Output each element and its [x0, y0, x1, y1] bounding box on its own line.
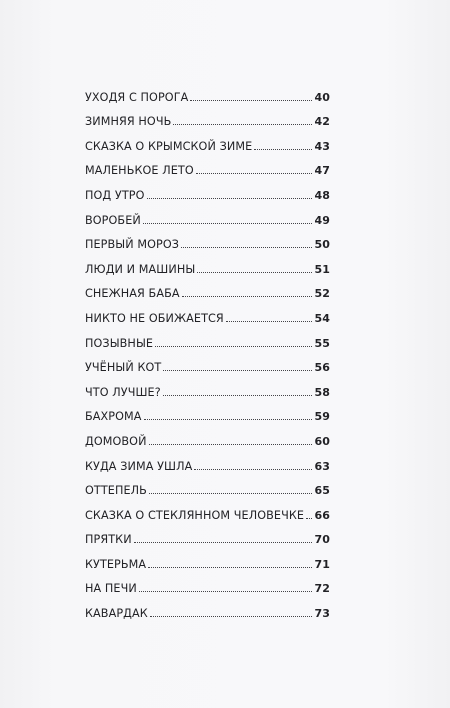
toc-entry-title: ПОД УТРО [85, 188, 145, 202]
toc-entry-title: УЧЁНЫЙ КОТ [85, 361, 162, 375]
toc-entry-title: ВОРОБЕЙ [85, 213, 141, 227]
toc-entry-page-number: 42 [314, 115, 330, 129]
toc-entry-title: ДОМОВОЙ [85, 434, 147, 448]
toc-entry [85, 497, 330, 522]
toc-entry-page-number: 71 [314, 557, 330, 571]
toc-entry-page-number: 49 [314, 213, 330, 227]
toc-entry [85, 153, 330, 178]
dot-leader [254, 149, 312, 150]
toc-entry-title: КАВАРДАК [85, 607, 148, 621]
dot-leader [144, 419, 313, 420]
dot-leader [190, 100, 312, 101]
toc-entry-page-number: 58 [314, 385, 330, 399]
toc-entry [85, 276, 330, 301]
dot-leader [194, 469, 312, 470]
toc-entry-page-number: 72 [314, 582, 330, 596]
toc-entry-title: КУДА ЗИМА УШЛА [85, 459, 193, 473]
toc-entry-title: ПЕРВЫЙ МОРОЗ [85, 238, 180, 252]
dot-leader [147, 198, 313, 199]
toc-entry [85, 325, 330, 350]
toc-entry-page-number: 60 [314, 434, 330, 448]
toc-entry [85, 522, 330, 547]
toc-entry-page-number: 65 [314, 484, 330, 498]
toc-entry [85, 300, 330, 325]
dot-leader [163, 370, 312, 371]
toc-entry-page-number: 51 [314, 262, 330, 276]
toc-entry-page-number: 47 [314, 164, 330, 178]
dot-leader [134, 542, 313, 543]
toc-entry [85, 546, 330, 571]
toc-entry [85, 399, 330, 424]
toc-entry [85, 350, 330, 375]
toc-entry-title: ПРЯТКИ [85, 533, 132, 547]
toc-entry [85, 251, 330, 276]
dot-leader [139, 591, 313, 592]
toc-entry-title: СКАЗКА О КРЫМСКОЙ ЗИМЕ [85, 139, 253, 153]
toc-entry-page-number: 70 [314, 533, 330, 547]
toc-entry-title: НИКТО НЕ ОБИЖАЕТСЯ [85, 311, 224, 325]
toc-entry [85, 571, 330, 596]
toc-entry-title: ПОЗЫВНЫЕ [85, 336, 154, 350]
dot-leader [149, 444, 313, 445]
toc-entry-title: ОТТЕПЕЛЬ [85, 484, 147, 498]
toc-entry-title: КУТЕРЬМА [85, 557, 147, 571]
toc-entry-title: ЗИМНЯЯ НОЧЬ [85, 115, 172, 129]
dot-leader [306, 518, 312, 519]
toc-entry [85, 202, 330, 227]
dot-leader [181, 247, 312, 248]
toc-entry-page-number: 63 [314, 459, 330, 473]
toc-entry-title: НА ПЕЧИ [85, 582, 137, 596]
toc-entry [85, 473, 330, 498]
toc-entry [85, 374, 330, 399]
toc-entry-page-number: 52 [314, 287, 330, 301]
toc-entry-title: МАЛЕНЬКОЕ ЛЕТО [85, 164, 194, 178]
toc-entry-title: СКАЗКА О СТЕКЛЯННОМ ЧЕЛОВЕЧКЕ [85, 508, 305, 522]
dot-leader [148, 567, 312, 568]
dot-leader [226, 321, 313, 322]
toc-entry-page-number: 59 [314, 410, 330, 424]
toc-entry [85, 448, 330, 473]
toc-entry-title: ЛЮДИ И МАШИНЫ [85, 262, 196, 276]
toc-entry-page-number: 43 [314, 139, 330, 153]
toc-entry [85, 423, 330, 448]
dot-leader [155, 346, 312, 347]
dot-leader [182, 296, 313, 297]
dot-leader [163, 395, 313, 396]
toc-entry-title: ЧТО ЛУЧШЕ? [85, 385, 161, 399]
toc-entry [85, 104, 330, 129]
toc-entry [85, 595, 330, 620]
toc-entry-page-number: 55 [314, 336, 330, 350]
dot-leader [143, 223, 313, 224]
toc-entry-page-number: 73 [314, 607, 330, 621]
dot-leader [149, 493, 313, 494]
dot-leader [173, 124, 312, 125]
toc-entry-page-number: 40 [314, 90, 330, 104]
dot-leader [196, 173, 313, 174]
dot-leader [197, 272, 312, 273]
toc-entry-page-number: 48 [314, 188, 330, 202]
dot-leader [150, 616, 313, 617]
toc-entry-title: БАХРОМА [85, 410, 142, 424]
toc-entry-page-number: 50 [314, 238, 330, 252]
toc-entry [85, 227, 330, 252]
toc-entry-title: СНЕЖНАЯ БАБА [85, 287, 180, 301]
toc-entry-page-number: 56 [314, 361, 330, 375]
toc-entry-page-number: 66 [314, 508, 330, 522]
toc-entry [85, 128, 330, 153]
toc-entry-page-number: 54 [314, 311, 330, 325]
toc-entry [85, 79, 330, 104]
toc-entry [85, 177, 330, 202]
table-of-contents [85, 79, 330, 620]
toc-entry-title: УХОДЯ С ПОРОГА [85, 90, 189, 104]
